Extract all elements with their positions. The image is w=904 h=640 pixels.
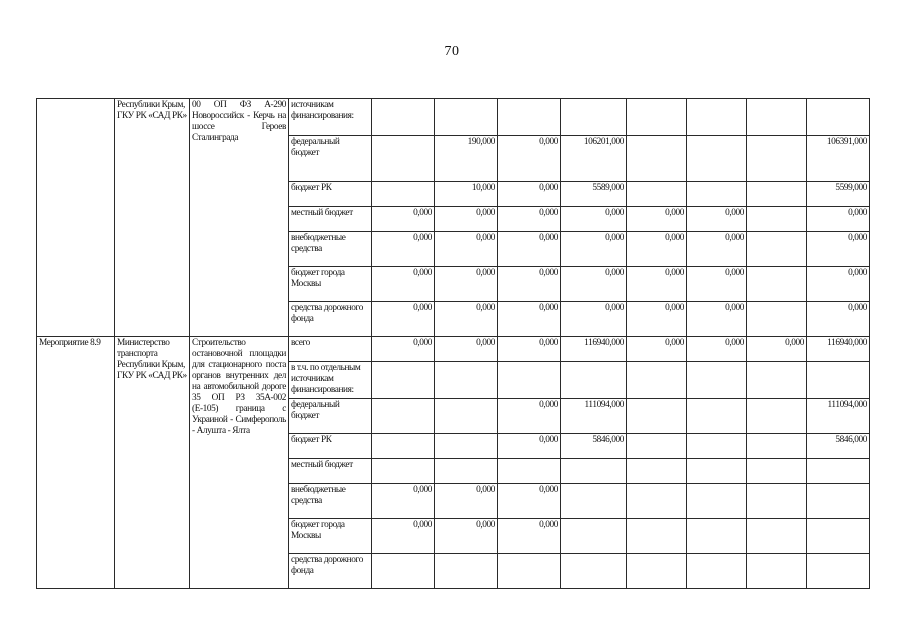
source-cell: бюджет города Москвы [289, 267, 372, 302]
value-cell: 0,000 [687, 207, 747, 232]
value-cell: 0,000 [561, 207, 627, 232]
value-cell [561, 459, 627, 484]
value-cell [627, 362, 687, 399]
value-cell: 0,000 [435, 519, 498, 554]
value-cell [747, 182, 807, 207]
value-cell [435, 434, 498, 459]
value-cell [627, 136, 687, 182]
source-cell: федеральный бюджет [289, 399, 372, 434]
source-cell: средства дорожного фонда [289, 302, 372, 337]
table-row [37, 337, 870, 362]
value-cell: 0,000 [561, 232, 627, 267]
value-cell [498, 459, 561, 484]
description-cell: Строительство остановочной площадки для стационарного поста органов внутренних дел на автомобильной дороге 35 ОП РЗ 35А-002 (Е-105) граница с Украиной - Симферополь - Алушта - Ялта [190, 337, 289, 589]
measure-cell [37, 99, 115, 337]
executor-cell: Республики Крым, ГКУ РК «САД РК» [115, 99, 190, 337]
value-cell [807, 362, 870, 399]
value-cell: 0,000 [687, 267, 747, 302]
value-cell: 111094,000 [807, 399, 870, 434]
value-cell: 0,000 [687, 302, 747, 337]
value-cell [747, 136, 807, 182]
source-cell: источникам финансирования: [289, 99, 372, 136]
value-cell: 0,000 [807, 207, 870, 232]
value-cell: 0,000 [372, 232, 435, 267]
value-cell: 5589,000 [561, 182, 627, 207]
value-cell [372, 434, 435, 459]
table-row [37, 99, 870, 136]
source-cell: федеральный бюджет [289, 136, 372, 182]
source-cell: внебюджетные средства [289, 484, 372, 519]
value-cell [372, 99, 435, 136]
value-cell [687, 136, 747, 182]
value-cell: 0,000 [435, 267, 498, 302]
value-cell: 116940,000 [561, 337, 627, 362]
value-cell [372, 362, 435, 399]
value-cell: 5846,000 [807, 434, 870, 459]
measure-cell: Мероприятие 8.9 [37, 337, 115, 589]
value-cell [627, 554, 687, 589]
value-cell [687, 484, 747, 519]
source-cell: бюджет РК [289, 182, 372, 207]
description-cell: 00 ОП ФЗ А-290 Новороссийск - Керчь на шоссе Героев Сталинграда [190, 99, 289, 337]
value-cell [747, 554, 807, 589]
value-cell [687, 554, 747, 589]
value-cell [561, 484, 627, 519]
value-cell [498, 554, 561, 589]
value-cell: 0,000 [498, 434, 561, 459]
value-cell [627, 459, 687, 484]
value-cell: 0,000 [498, 267, 561, 302]
value-cell [807, 459, 870, 484]
value-cell: 0,000 [627, 337, 687, 362]
value-cell [747, 232, 807, 267]
value-cell: 0,000 [435, 207, 498, 232]
value-cell [627, 484, 687, 519]
value-cell [435, 459, 498, 484]
value-cell: 0,000 [627, 207, 687, 232]
source-cell: внебюджетные средства [289, 232, 372, 267]
value-cell [372, 136, 435, 182]
value-cell [807, 484, 870, 519]
value-cell [498, 99, 561, 136]
value-cell: 0,000 [498, 399, 561, 434]
value-cell: 0,000 [435, 232, 498, 267]
value-cell [627, 434, 687, 459]
value-cell: 0,000 [498, 232, 561, 267]
value-cell: 0,000 [498, 136, 561, 182]
value-cell [747, 399, 807, 434]
value-cell [687, 182, 747, 207]
value-cell: 0,000 [807, 302, 870, 337]
source-cell: в т.ч. по отдельным источникам финансирования: [289, 362, 372, 399]
value-cell: 0,000 [807, 267, 870, 302]
value-cell: 5846,000 [561, 434, 627, 459]
value-cell [747, 207, 807, 232]
value-cell [747, 484, 807, 519]
value-cell [807, 99, 870, 136]
value-cell [687, 399, 747, 434]
value-cell: 0,000 [747, 337, 807, 362]
value-cell: 116940,000 [807, 337, 870, 362]
value-cell [561, 554, 627, 589]
value-cell: 0,000 [687, 232, 747, 267]
value-cell [372, 554, 435, 589]
source-cell: местный бюджет [289, 459, 372, 484]
value-cell [435, 362, 498, 399]
executor-cell: Министерство транспорта Республики Крым, ГКУ РК «САД РК» [115, 337, 190, 589]
source-cell: средства дорожного фонда [289, 554, 372, 589]
value-cell [627, 99, 687, 136]
value-cell: 0,000 [627, 267, 687, 302]
value-cell [687, 99, 747, 136]
value-cell [627, 399, 687, 434]
value-cell: 190,000 [435, 136, 498, 182]
value-cell: 0,000 [372, 337, 435, 362]
value-cell: 106391,000 [807, 136, 870, 182]
value-cell: 106201,000 [561, 136, 627, 182]
source-cell: бюджет РК [289, 434, 372, 459]
value-cell [435, 399, 498, 434]
value-cell [561, 362, 627, 399]
value-cell: 0,000 [498, 484, 561, 519]
value-cell: 0,000 [435, 302, 498, 337]
value-cell: 0,000 [435, 337, 498, 362]
value-cell: 0,000 [561, 302, 627, 337]
page-number: 70 [444, 44, 460, 59]
value-cell [747, 362, 807, 399]
value-cell [372, 182, 435, 207]
value-cell [747, 519, 807, 554]
value-cell: 10,000 [435, 182, 498, 207]
source-cell: бюджет города Москвы [289, 519, 372, 554]
value-cell: 0,000 [372, 207, 435, 232]
value-cell: 0,000 [372, 519, 435, 554]
value-cell: 0,000 [627, 232, 687, 267]
value-cell [561, 99, 627, 136]
value-cell: 0,000 [687, 337, 747, 362]
value-cell: 0,000 [498, 519, 561, 554]
value-cell [687, 434, 747, 459]
source-cell: местный бюджет [289, 207, 372, 232]
value-cell [807, 554, 870, 589]
value-cell [687, 362, 747, 399]
value-cell [498, 362, 561, 399]
value-cell: 5599,000 [807, 182, 870, 207]
financing-table [36, 98, 870, 589]
value-cell [747, 459, 807, 484]
value-cell [687, 459, 747, 484]
value-cell [435, 99, 498, 136]
value-cell [747, 99, 807, 136]
value-cell [747, 267, 807, 302]
value-cell [435, 554, 498, 589]
value-cell: 0,000 [561, 267, 627, 302]
value-cell: 0,000 [627, 302, 687, 337]
value-cell: 0,000 [372, 484, 435, 519]
value-cell: 0,000 [807, 232, 870, 267]
value-cell: 111094,000 [561, 399, 627, 434]
value-cell [687, 519, 747, 554]
value-cell: 0,000 [372, 267, 435, 302]
value-cell [627, 182, 687, 207]
value-cell: 0,000 [498, 182, 561, 207]
value-cell [627, 519, 687, 554]
value-cell: 0,000 [498, 302, 561, 337]
value-cell: 0,000 [372, 302, 435, 337]
value-cell: 0,000 [498, 337, 561, 362]
value-cell [747, 434, 807, 459]
value-cell [747, 302, 807, 337]
source-cell: всего [289, 337, 372, 362]
value-cell: 0,000 [435, 484, 498, 519]
value-cell [807, 519, 870, 554]
value-cell [561, 519, 627, 554]
value-cell: 0,000 [498, 207, 561, 232]
value-cell [372, 399, 435, 434]
value-cell [372, 459, 435, 484]
